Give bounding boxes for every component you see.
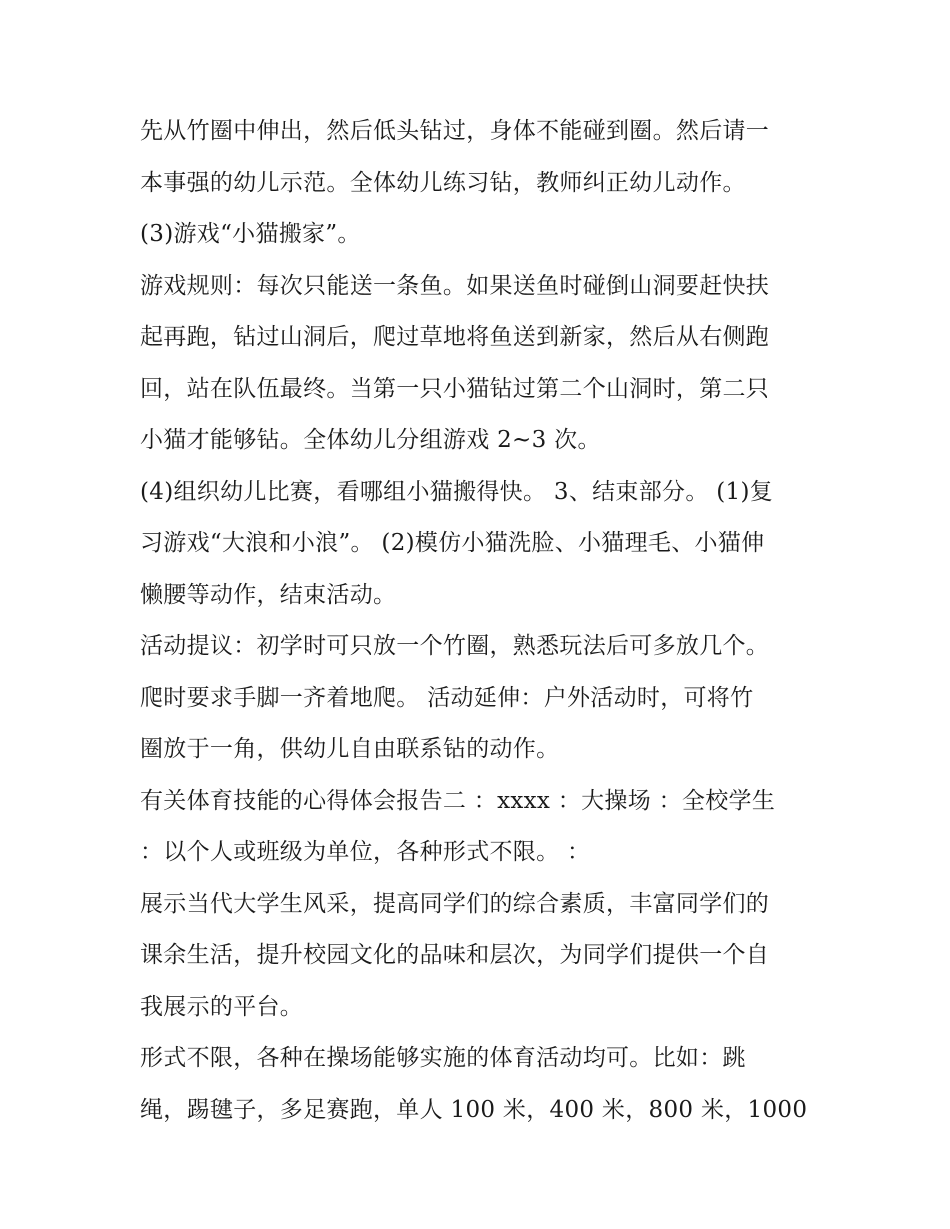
text-line-8: (4)组织幼儿比赛，看哪组小猫搬得快。 3、结束部分。 (1)复: [140, 478, 774, 505]
text-line-5: 起再跑，钻过山洞后，爬过草地将鱼送到新家，然后从右侧跑: [140, 324, 770, 350]
text-line-1: 先从竹圈中伸出，然后低头钻过，身体不能碰到圈。然后请一: [140, 118, 770, 144]
text-line-9: 习游戏“大浪和小浪”。 (2)模仿小猫洗脸、小猫理毛、小猫伸: [140, 530, 765, 556]
text-line-6: 回，站在队伍最终。当第一只小猫钻过第二个山洞时，第二只: [140, 375, 770, 402]
text-line-19: 形式不限，各种在操场能够实施的体育活动均可。比如：跳: [140, 1045, 746, 1071]
text-line-20: 绳，踢毽子，多足赛跑，单人 100 米，400 米，800 米，1000: [140, 1096, 808, 1123]
text-line-13: 圈放于一角，供幼儿自由联系钻的动作。: [140, 736, 560, 762]
text-line-4: 游戏规则：每次只能送一条鱼。如果送鱼时碰倒山洞要赶快扶: [140, 272, 770, 299]
text-line-10: 懒腰等动作，结束活动。: [140, 581, 397, 608]
text-line-3: (3)游戏“小猫搬家”。: [140, 221, 361, 247]
text-line-11: 活动提议：初学时可只放一个竹圈，熟悉玩法后可多放几个。: [140, 633, 770, 659]
text-line-2: 本事强的幼儿示范。全体幼儿练习钻，教师纠正幼儿动作。: [140, 169, 746, 196]
text-line-18: 我展示的平台。: [140, 993, 304, 1020]
document-body: [140, 111, 820, 1141]
text-line-17: 课余生活，提升校园文化的品味和层次，为同学们提供一个自: [140, 942, 770, 968]
text-line-14: 有关体育技能的心得体会报告二 ：xxxx ：大操场 ：全校学生: [140, 787, 776, 814]
text-line-16: 展示当代大学生风采，提高同学们的综合素质，丰富同学们的: [140, 890, 770, 917]
text-line-7: 小猫才能够钻。全体幼儿分组游戏 2~3 次。: [140, 427, 601, 453]
text-line-12: 爬时要求手脚一齐着地爬。 活动延伸：户外活动时，可将竹: [140, 684, 754, 711]
text-line-15: ：以个人或班级为单位，各种形式不限。 ：: [140, 839, 591, 865]
